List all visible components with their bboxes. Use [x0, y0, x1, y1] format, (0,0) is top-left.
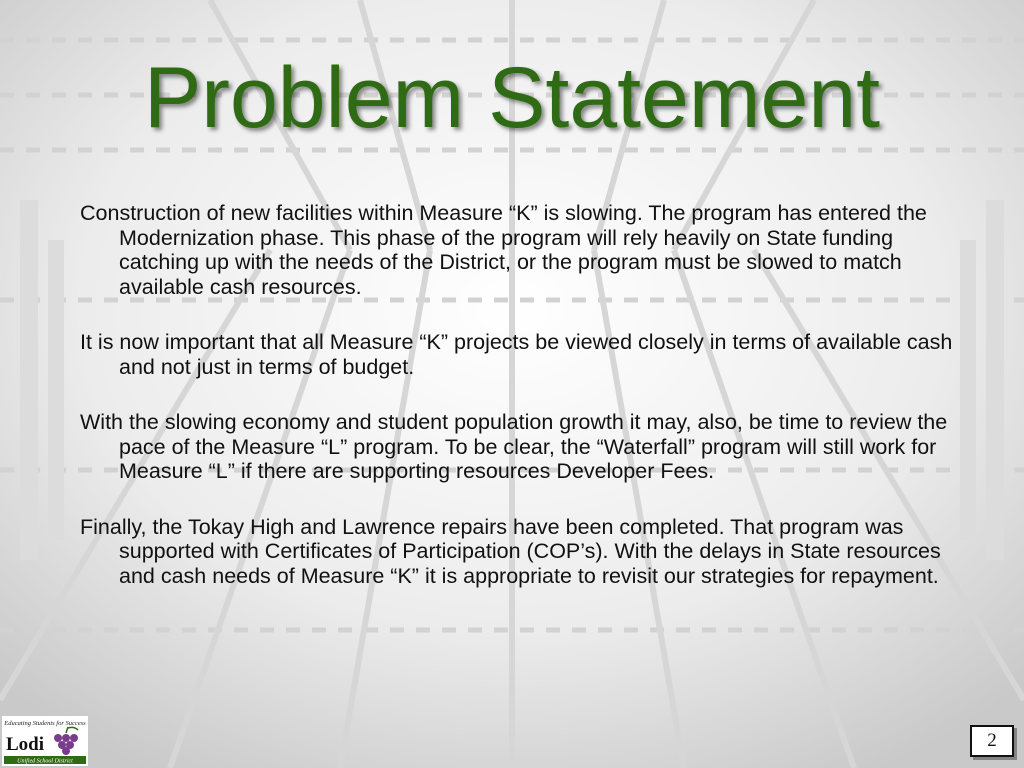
- logo-tagline: Educating Students for Success: [4, 720, 86, 727]
- paragraph-repayment: Finally, the Tokay High and Lawrence repairs have been completed. That program was supported with Certificates of Participation (COP’s). With the delays in State resources and cash needs of Measure “K” it is appropriate to revisit our strategies for repayment.: [80, 514, 941, 588]
- paragraph-cash-review: It is now important that all Measure “K” projects be viewed closely in terms of available cash and not just in terms of budget.: [80, 330, 953, 379]
- page-number: 2: [970, 725, 1014, 757]
- logo-name: Lodi: [6, 734, 45, 755]
- paragraph-construction: Construction of new facilities within Measure “K” is slowing. The program has entered the Modernization phase. This phase of the program will rely heavily on State funding catching up with the needs of the District, or the program must be slowed to match available cash resources.: [80, 201, 927, 299]
- slide-body: [80, 201, 975, 619]
- paragraph-measure-l: With the slowing economy and student population growth it may, also, be time to review the pace of the Measure “L” program. To be clear, the “Waterfall” program will still work for Measure “L” if there are supporting resources Developer Fees.: [80, 410, 948, 483]
- district-logo: [2, 716, 88, 766]
- slide-title: Problem Statement: [143, 50, 881, 146]
- logo-subtitle: Unified School District: [17, 758, 73, 765]
